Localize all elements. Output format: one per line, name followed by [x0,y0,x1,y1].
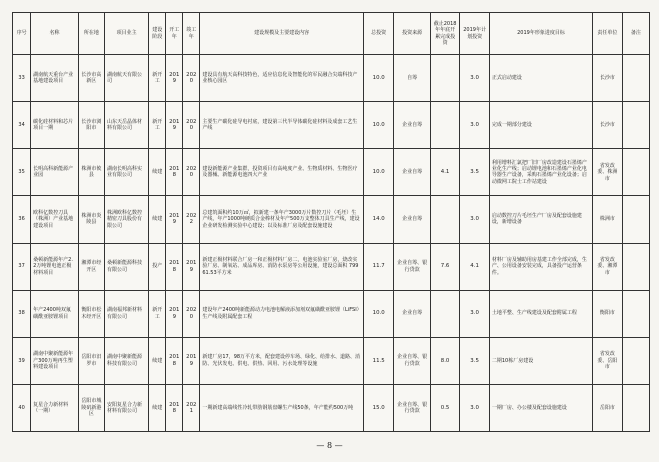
cell-owner: 湖南长明高科实业有限公司 [104,149,148,196]
cell-no: 33 [13,55,31,102]
cell-stage: 新开工 [149,55,166,102]
cell-source: 企业自筹 [394,149,430,196]
header-cell: 竣工年 [183,13,200,55]
cell-name: 长明高科新能源产业园 [31,149,79,196]
cell-goal: 土地平整、生产线建设及配套附属工程 [489,290,592,337]
cell-no: 36 [13,196,31,243]
cell-loc: 岳阳市城陵矶新港区 [78,384,104,431]
cell-note [622,55,649,102]
cell-content: 一期新建高端线性冷轧带肋钢筋盘螺生产线50条，年产能约500万吨 [200,384,364,431]
cell-start: 2019 [166,55,183,102]
header-cell: 开工年 [166,13,183,55]
cell-source: 企业自筹、银行贷款 [394,243,430,290]
cell-stage: 续建 [149,149,166,196]
cell-plan: 3.5 [460,149,490,196]
cell-total: 10.0 [363,102,394,149]
cell-note [622,243,649,290]
cell-owner: 桑顿新能源科技有限公司 [104,243,148,290]
cell-done [430,196,460,243]
cell-goal: 一期厂房、办公楼及配套设施建设 [489,384,592,431]
table-row [13,196,650,243]
header-cell: 建设规模及主要建设内容 [200,13,364,55]
cell-loc: 湘潭市经开区 [78,243,104,290]
cell-end: 2022 [183,196,200,243]
cell-owner: 湖南航天有限公司 [104,55,148,102]
cell-loc: 长沙市浏阳市 [78,102,104,149]
cell-goal: 正式启动建设 [489,55,592,102]
cell-content: 总建筑面积约10万㎡，拟新建一条年产3000万片数控刀片（毛坯）生产线，年产1000吨硬质合金棒材及年产500万支整体刀具生产线，建设企业研发检测实验中心建设；以及标准厂房及配套设施建设 [200,196,364,243]
cell-unit: 长沙市 [593,102,623,149]
cell-unit: 株洲市 [593,196,623,243]
table-row [13,337,650,384]
cell-end: 2020 [183,149,200,196]
header-cell: 2019年形象进度目标 [489,13,592,55]
cell-unit: 衡阳市 [593,290,623,337]
cell-goal: 材料厂房及辅助用房基建工作全部完成，生产、公用设备安装完成，具备投产运营条件。 [489,243,592,290]
header-cell: 名称 [31,13,79,55]
cell-owner: 株洲欧科亿数控精密刀具股份有限公司 [104,196,148,243]
cell-name: 碳化硅材料和芯片项目一期 [31,102,79,149]
cell-done [430,102,460,149]
cell-end: 2020 [183,290,200,337]
cell-owner: 湖南福邦新材料有限公司 [104,290,148,337]
cell-done [430,55,460,102]
cell-loc: 株洲市炎陵县 [78,196,104,243]
cell-start: 2019 [166,196,183,243]
cell-loc: 株洲市攸县 [78,149,104,196]
cell-name: 欧科亿数控刀具（株洲）产业基地建设项目 [31,196,79,243]
cell-loc: 衡阳市松木经开区 [78,290,104,337]
cell-start: 2018 [166,384,183,431]
cell-no: 34 [13,102,31,149]
table-row [13,55,650,102]
cell-start: 2018 [166,337,183,384]
cell-plan: 3.0 [460,290,490,337]
header-cell: 序号 [13,13,31,55]
cell-name: 湖南航天重台产业基地建设项目 [31,55,79,102]
cell-stage: 续建 [149,337,166,384]
cell-note [622,149,649,196]
cell-no: 35 [13,149,31,196]
cell-done: 0.5 [430,384,460,431]
cell-plan: 3.0 [460,196,490,243]
table-row [13,384,650,431]
cell-loc: 长沙市高新区 [78,55,104,102]
header-cell: 总投资 [363,13,394,55]
table-row [13,290,650,337]
cell-content: 新建厂房17，98万平方米，配套建设停车场、绿化、给排水、道路、消防、光伏发电、供电、供热、回用、污水处理等设施 [200,337,364,384]
cell-plan: 3.0 [460,102,490,149]
cell-goal: 启动数控刀片毛坯生产厂房及配套设施建设，新增设备 [489,196,592,243]
cell-content: 新建正极材料联合厂房一和正极材料厂房二，电池实验室厂房，烧改实验厂房、制氧站、成品库房、消防水泵房等公用设施，建设总面积 79961.53平方米 [200,243,364,290]
cell-done [430,290,460,337]
header-cell: 建设阶段 [149,13,166,55]
cell-content: 建设年产2400吨新能源动力电池电解液添加剂双氟磺酰亚胺锂（LiFSI）生产线及附属配套工程 [200,290,364,337]
cell-content: 主要生产碳化硅导电衬底，建设第三代半导体碳化硅材料及成套工艺生产线 [200,102,364,149]
header-cell: 责任单位 [593,13,623,55]
cell-stage: 续建 [149,196,166,243]
cell-note [622,384,649,431]
cell-source: 企业自筹 [394,290,430,337]
cell-unit: 省发改委、岳阳市 [593,337,623,384]
cell-total: 10.0 [363,290,394,337]
cell-note [622,196,649,243]
cell-done: 7.6 [430,243,460,290]
header-cell: 截止2018年年底开累完成投资 [430,13,460,55]
cell-total: 10.0 [363,149,394,196]
table-row [13,149,650,196]
cell-note [622,102,649,149]
cell-total: 11.5 [363,337,394,384]
cell-plan: 3.0 [460,55,490,102]
header-cell: 2019年计划投资 [460,13,490,55]
cell-start: 2018 [166,149,183,196]
cell-done: 8.0 [430,337,460,384]
cell-unit: 长沙市 [593,55,623,102]
cell-note [622,290,649,337]
cell-source: 企业自筹、银行贷款 [394,337,430,384]
cell-name: 桑顿新能源年产2.2万吨锂电池正极材料项目 [31,243,79,290]
cell-source: 企业自筹 [394,102,430,149]
header-cell: 备注 [622,13,649,55]
table-row [13,102,650,149]
cell-plan: 3.0 [460,384,490,431]
cell-goal: 二期10栋厂房建设 [489,337,592,384]
cell-no: 39 [13,337,31,384]
cell-name: 复星合力新材料（一期） [31,384,79,431]
cell-name: 年产2400吨双氟磺酰亚胺锂项目 [31,290,79,337]
cell-unit: 岳阳市 [593,384,623,431]
cell-start: 2018 [166,243,183,290]
table-row [13,243,650,290]
cell-total: 14.0 [363,196,394,243]
cell-goal: 利用增料汇氯把厂旧厂房改造建设石墨烯产业化生产线；启动锂电池和石墨烯产业化电导器生产设备，采购石墨烯产业化设备；启动微网工院士工作站建设 [489,149,592,196]
cell-owner: 山东天岳晶体材料有限公司 [104,102,148,149]
cell-stage: 新开工 [149,290,166,337]
cell-end: 2020 [183,102,200,149]
page-number: — 8 — [316,441,343,450]
cell-plan: 3.5 [460,337,490,384]
cell-content: 建设新能源产业集群，投资项目有高纯度产业、生物质材料、生物医疗及器械、新能源电池四大产业 [200,149,364,196]
header-cell: 项目业主 [104,13,148,55]
cell-end: 2019 [183,337,200,384]
cell-total: 11.7 [363,243,394,290]
cell-stage: 续建 [149,384,166,431]
cell-no: 37 [13,243,31,290]
cell-source: 企业自筹 [394,196,430,243]
cell-goal: 完成一期部分建设 [489,102,592,149]
cell-end: 2019 [183,243,200,290]
cell-total: 10.0 [363,55,394,102]
cell-stage: 投产 [149,243,166,290]
header-cell: 投资来源 [394,13,430,55]
cell-content: 建设具有航天高科技特色，适应信息化及智能化的军民融合尖端科技产业核心园区 [200,55,364,102]
cell-total: 15.0 [363,384,394,431]
cell-unit: 省发改委、株洲市 [593,149,623,196]
cell-stage: 新开工 [149,102,166,149]
cell-no: 40 [13,384,31,431]
cell-note [622,337,649,384]
cell-end: 2020 [183,55,200,102]
cell-source: 自筹 [394,55,430,102]
header-cell: 所在地 [78,13,104,55]
cell-owner: 安阳复星合力新材料有限公司 [104,384,148,431]
table-header-row [13,13,650,55]
cell-name: 湖南中聚新能源年产300万吨再生塑料建设项目 [31,337,79,384]
project-table [12,12,650,432]
cell-unit: 省发改委、湘潭市 [593,243,623,290]
cell-source: 企业自筹、银行贷款 [394,384,430,431]
cell-start: 2019 [166,102,183,149]
cell-plan: 4.1 [460,243,490,290]
cell-start: 2019 [166,290,183,337]
cell-end: 2021 [183,384,200,431]
cell-done: 4.1 [430,149,460,196]
cell-no: 38 [13,290,31,337]
cell-owner: 湖南中聚新能源科技有限公司 [104,337,148,384]
table-body [13,55,650,432]
cell-loc: 岳阳市汨罗市 [78,337,104,384]
